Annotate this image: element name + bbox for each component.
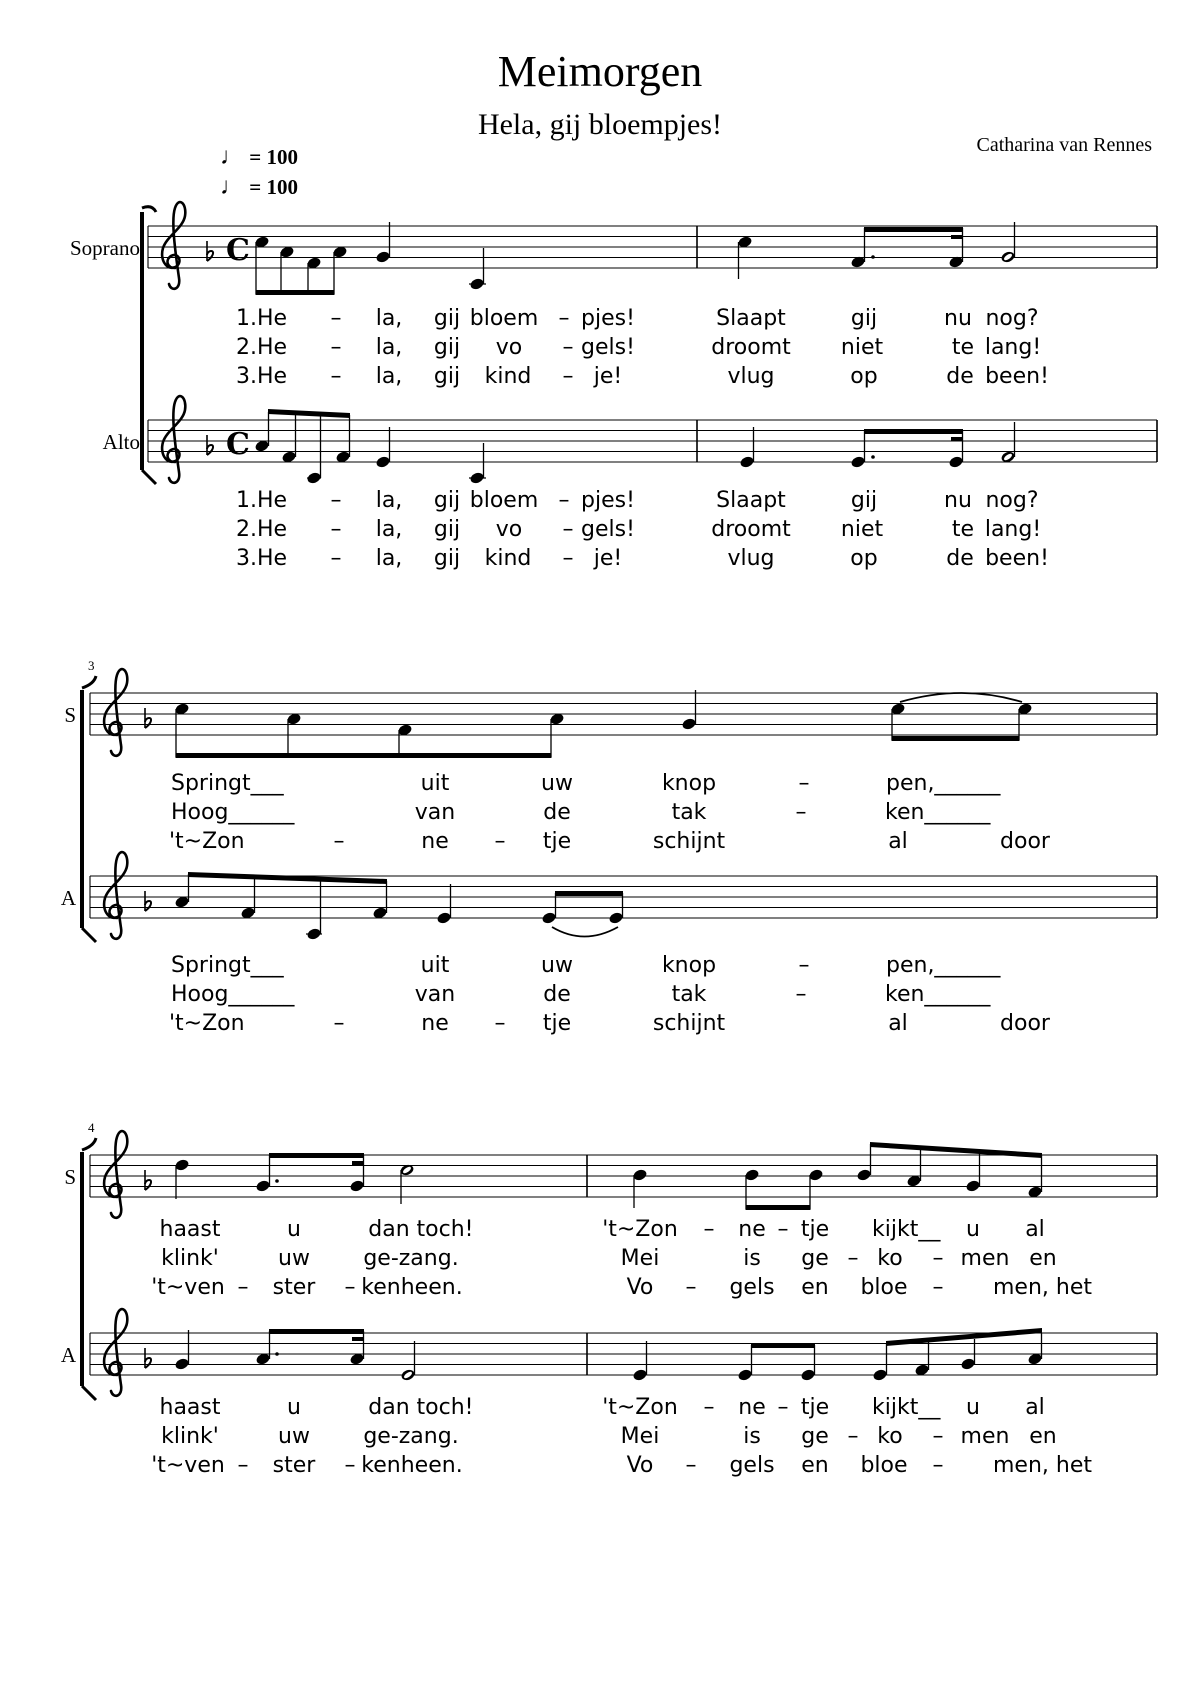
lyric-syllable: 't~Zon [602,1395,678,1420]
lyric-hyphen: – [558,488,570,513]
lyric-syllable: en [1029,1246,1057,1271]
lyric-syllable: al [1025,1395,1045,1420]
lyric-syllable: is [743,1424,761,1449]
lyric-syllable: vo [495,335,523,360]
lyric-hyphen: – [685,1453,697,1478]
lyric-syllable: la, [375,364,403,389]
lyric-syllable: bloe [860,1453,908,1478]
part-label-alto-abbr: A [60,886,76,910]
lyric-syllable: Springt___ [171,953,284,978]
svg-text:C: C [226,427,250,462]
lyric-hyphen: – [703,1217,715,1242]
lyric-hyphen: – [330,517,342,542]
lyric-syllable: dan [368,1217,410,1242]
lyric-hyphen: – [330,364,342,389]
lyric-syllable: kind [484,364,532,389]
lyric-hyphen: – [562,335,574,360]
lyric-syllable: de [946,364,974,389]
lyric-syllable: pjes! [581,306,635,331]
lyric-hyphen: – [558,306,570,331]
lyric-syllable: ne [738,1217,766,1242]
bar-number: 4 [88,1120,95,1135]
lyric-syllable: ge-zang. [363,1424,459,1449]
lyric-syllable: la, [375,546,403,571]
lyric-syllable: gels! [581,517,635,542]
lyric-syllable: ko [877,1246,903,1271]
lyric-syllable: uw [278,1424,310,1449]
part-label-alto: Alto [102,430,140,454]
lyric-syllable: Mei [620,1424,660,1449]
composer-name: Catharina van Rennes [976,134,1152,156]
lyric-syllable: je! [593,546,623,571]
lyric-syllable: been! [985,364,1049,389]
lyric-hyphen: – [932,1246,944,1271]
lyric-syllable: ne [738,1395,766,1420]
lyric-syllable: en [1029,1424,1057,1449]
lyric-syllable: 1.He [236,488,288,513]
lyric-syllable: te [951,335,975,360]
svg-text:C: C [226,233,250,268]
lyric-hyphen: – [344,1275,356,1300]
lyric-syllable: nu [944,488,972,513]
lyric-syllable: tak [671,800,707,825]
lyric-hyphen: – [494,829,506,854]
lyric-syllable: schijnt [652,1011,726,1036]
lyric-hyphen: – [562,546,574,571]
lyric-syllable: 2.He [236,335,288,360]
lyric-syllable: 't~Zon [602,1217,678,1242]
lyric-syllable: haast [159,1217,221,1242]
lyric-syllable: 't~ven [151,1275,225,1300]
lyric-syllable: tje [542,1011,572,1036]
lyric-syllable: Hoog______ [171,800,295,825]
lyric-hyphen: – [847,1246,859,1271]
lyric-hyphen: – [795,800,807,825]
lyric-syllable: al [888,829,908,854]
lyric-hyphen: – [344,1453,356,1478]
lyric-syllable: kenheen. [361,1453,463,1478]
lyric-hyphen: – [932,1453,944,1478]
lyric-syllable: lang! [984,517,1042,542]
lyric-syllable: gij [850,488,878,513]
lyric-syllable: Slaapt [716,488,786,513]
lyric-syllable: la, [375,335,403,360]
lyric-hyphen: – [333,829,345,854]
lyric-syllable: gij [433,546,461,571]
lyric-syllable: van [414,800,456,825]
lyric-hyphen: – [330,546,342,571]
lyric-syllable: al [1025,1217,1045,1242]
lyric-syllable: uw [278,1246,310,1271]
lyric-syllable: knop [661,953,717,978]
lyric-syllable: nog? [985,488,1039,513]
lyric-syllable: pen,______ [886,771,1001,796]
lyric-syllable: Vo [626,1453,654,1478]
lyric-syllable: gels [729,1275,775,1300]
part-label-soprano-abbr: S [64,1165,76,1189]
lyric-hyphen: – [932,1275,944,1300]
lyric-syllable: 't~Zon [169,829,245,854]
lyric-syllable: u [966,1395,980,1420]
lyric-syllable: uit [420,953,450,978]
lyric-syllable: vlug [727,546,775,571]
lyric-hyphen: – [237,1275,249,1300]
part-label-soprano-abbr: S [64,703,76,727]
lyric-syllable: al [888,1011,908,1036]
lyric-syllable: 3.He [236,546,288,571]
lyric-syllable: knop [661,771,717,796]
lyric-syllable: door [1000,1011,1050,1036]
lyric-syllable: u [287,1217,301,1242]
lyric-syllable: ken______ [885,982,991,1007]
part-label-alto-abbr: A [60,1343,76,1367]
lyric-syllable: ster [272,1275,316,1300]
lyric-syllable: uw [541,771,573,796]
lyric-syllable: men, het [993,1275,1092,1300]
lyric-syllable: Mei [620,1246,660,1271]
lyric-hyphen: – [777,1395,789,1420]
alto-measure-4 [174,1329,416,1382]
lyric-syllable: men, het [993,1453,1092,1478]
alto-measure-3 [174,872,624,941]
lyric-syllable: is [743,1246,761,1271]
lyric-syllable: ken______ [885,800,991,825]
lyric-syllable: te [951,517,975,542]
lyric-syllable: droomt [711,517,791,542]
lyric-syllable: en [801,1453,829,1478]
lyric-hyphen: – [562,364,574,389]
lyric-syllable: de [543,800,571,825]
lyric-hyphen: – [703,1395,715,1420]
lyric-syllable: la, [375,488,403,513]
alto-measure-5 [632,1328,1043,1382]
lyric-syllable: gij [433,335,461,360]
quarter-note-icon: ♩ [220,144,244,170]
lyric-hyphen: – [795,982,807,1007]
lyric-syllable: men [960,1246,1010,1271]
lyric-syllable: nu [944,306,972,331]
lyric-hyphen: – [333,1011,345,1036]
tempo-value: = 100 [249,175,298,199]
lyric-hyphen: – [494,1011,506,1036]
lyric-syllable: vo [495,517,523,542]
lyric-syllable: uit [420,771,450,796]
lyric-syllable: de [946,546,974,571]
lyric-syllable: gij [433,364,461,389]
lyric-syllable: gij [850,306,878,331]
part-label-soprano: Soprano [70,236,140,260]
lyric-syllable: been! [985,546,1049,571]
lyric-syllable: vlug [727,364,775,389]
lyric-hyphen: – [330,306,342,331]
lyric-syllable: Slaapt [716,306,786,331]
lyric-hyphen: – [330,335,342,360]
lyric-syllable: van [414,982,456,1007]
lyric-syllable: de [543,982,571,1007]
lyric-syllable: ge [801,1246,829,1271]
score-title: Meimorgen [497,47,703,96]
lyric-syllable: schijnt [652,829,726,854]
lyric-syllable: bloem [469,306,539,331]
lyric-syllable: 3.He [236,364,288,389]
lyric-syllable: bloem [469,488,539,513]
lyric-syllable: ne [421,829,449,854]
lyric-syllable: men [960,1424,1010,1449]
lyric-syllable: Vo [626,1275,654,1300]
lyric-syllable: 2.He [236,517,288,542]
lyric-syllable: toch! [416,1217,474,1242]
lyric-syllable: klink' [161,1246,219,1271]
lyric-syllable: en [801,1275,829,1300]
lyric-syllable: uw [541,953,573,978]
soprano-measure-2 [737,222,1016,279]
lyric-syllable: la, [375,517,403,542]
tempo-value: = 100 [249,145,298,169]
lyric-syllable: ko [877,1424,903,1449]
lyric-syllable: niet [840,517,884,542]
lyric-syllable: tje [542,829,572,854]
lyric-syllable: gij [433,517,461,542]
soprano-measure-4 [174,1153,415,1204]
lyric-syllable: ge-zang. [363,1246,459,1271]
lyric-syllable: ne [421,1011,449,1036]
lyric-syllable: kijkt__ [872,1217,941,1242]
lyric-syllable: door [1000,829,1050,854]
lyric-syllable: haast [159,1395,221,1420]
lyric-syllable: klink' [161,1424,219,1449]
lyric-syllable: 1.He [236,306,288,331]
lyric-syllable: u [966,1217,980,1242]
lyric-hyphen: – [777,1217,789,1242]
lyric-syllable: ster [272,1453,316,1478]
lyric-hyphen: – [237,1453,249,1478]
lyric-hyphen: – [798,953,810,978]
lyric-syllable: pjes! [581,488,635,513]
lyric-hyphen: – [330,488,342,513]
lyric-syllable: Springt___ [171,771,284,796]
quarter-note-icon: ♩ [220,174,244,200]
score-subtitle: Hela, gij bloempjes! [477,108,723,141]
lyric-syllable: Hoog______ [171,982,295,1007]
lyric-syllable: toch! [416,1395,474,1420]
bar-number: 3 [88,658,95,673]
lyric-syllable: kenheen. [361,1275,463,1300]
lyric-hyphen: – [847,1424,859,1449]
lyric-syllable: gels! [581,335,635,360]
lyric-hyphen: – [562,517,574,542]
lyric-syllable: tak [671,982,707,1007]
lyric-syllable: gij [433,306,461,331]
lyric-syllable: tje [800,1395,830,1420]
lyric-syllable: droomt [711,335,791,360]
lyric-syllable: gij [433,488,461,513]
lyric-syllable: lang! [984,335,1042,360]
lyric-syllable: gels [729,1453,775,1478]
lyric-syllable: op [850,364,878,389]
soprano-measure-1 [254,222,486,295]
lyric-hyphen: – [932,1424,944,1449]
lyric-syllable: bloe [860,1275,908,1300]
lyric-syllable: 't~Zon [169,1011,245,1036]
lyric-syllable: kind [484,546,532,571]
lyric-syllable: je! [593,364,623,389]
lyric-hyphen: – [798,771,810,796]
lyric-syllable: op [850,546,878,571]
lyric-syllable: kijkt__ [872,1395,941,1420]
lyric-hyphen: – [685,1275,697,1300]
lyric-syllable: 't~ven [151,1453,225,1478]
lyric-syllable: pen,______ [886,953,1001,978]
lyric-syllable: tje [800,1217,830,1242]
lyric-syllable: niet [840,335,884,360]
lyric-syllable: dan [368,1395,410,1420]
lyric-syllable: ge [801,1424,829,1449]
lyric-syllable: nog? [985,306,1039,331]
lyric-syllable: la, [375,306,403,331]
lyric-syllable: u [287,1395,301,1420]
